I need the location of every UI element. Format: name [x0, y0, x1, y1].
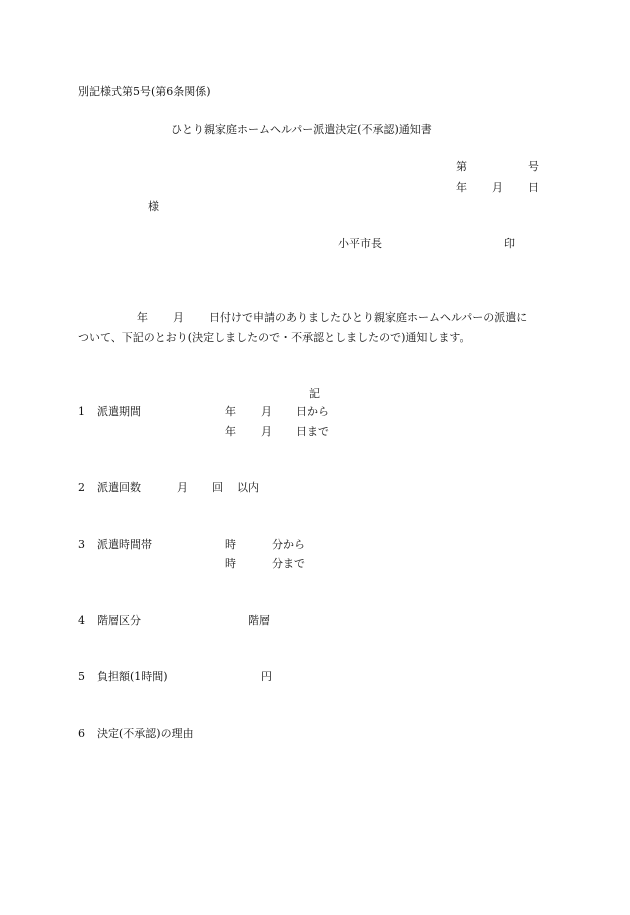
document-title: ひとり親家庭ホームヘルパー派遣決定(不承認)通知書: [171, 123, 432, 136]
item-3-number: 3: [78, 538, 85, 551]
item-4-number: 4: [78, 614, 85, 627]
item-6-number: 6: [78, 727, 85, 740]
item-2-within: 以内: [237, 481, 259, 494]
item-1-to: 日まで: [296, 425, 329, 438]
item-3-label: 派遣時間帯: [97, 538, 152, 551]
item-5-label: 負担額(1時間): [97, 670, 168, 683]
item-1-year: 年: [225, 405, 236, 418]
body-line-1: 日付けで申請のありましたひとり親家庭ホームヘルパーの派遣に: [209, 311, 528, 324]
date-year: 年: [456, 181, 467, 194]
item-3-from: 分から: [272, 538, 305, 551]
item-1-label: 派遣期間: [97, 405, 141, 418]
item-1-month: 月: [261, 405, 272, 418]
body-month: 月: [173, 311, 184, 324]
item-1-month-2: 月: [261, 425, 272, 438]
body-year: 年: [137, 311, 148, 324]
item-1-from: 日から: [296, 405, 329, 418]
item-2-label: 派遣回数: [97, 481, 141, 494]
item-3-to: 分まで: [272, 557, 305, 570]
issuer-seal: 印: [504, 237, 515, 250]
body-line-2: ついて、下記のとおり(決定しましたので・不承認としましたので)通知します。: [78, 331, 471, 344]
item-3-hour: 時: [225, 538, 236, 551]
item-5-yen: 円: [261, 670, 272, 683]
addressee-suffix: 様: [148, 200, 159, 213]
form-label: 別記様式第5号(第6条関係): [78, 85, 211, 98]
doc-number-prefix: 第: [456, 160, 467, 173]
item-4-tier: 階層: [248, 614, 270, 627]
date-day: 日: [528, 181, 539, 194]
item-3-hour-2: 時: [225, 557, 236, 570]
doc-number-suffix: 号: [528, 160, 539, 173]
issuer-name: 小平市長: [338, 237, 382, 250]
item-5-number: 5: [78, 670, 85, 683]
item-2-times: 回: [212, 481, 223, 494]
ki-heading: 記: [309, 387, 320, 400]
item-2-month: 月: [177, 481, 188, 494]
item-6-label: 決定(不承認)の理由: [97, 727, 194, 740]
item-2-number: 2: [78, 481, 85, 494]
item-4-label: 階層区分: [97, 614, 141, 627]
date-month: 月: [492, 181, 503, 194]
item-1-number: 1: [78, 405, 85, 418]
item-1-year-2: 年: [225, 425, 236, 438]
